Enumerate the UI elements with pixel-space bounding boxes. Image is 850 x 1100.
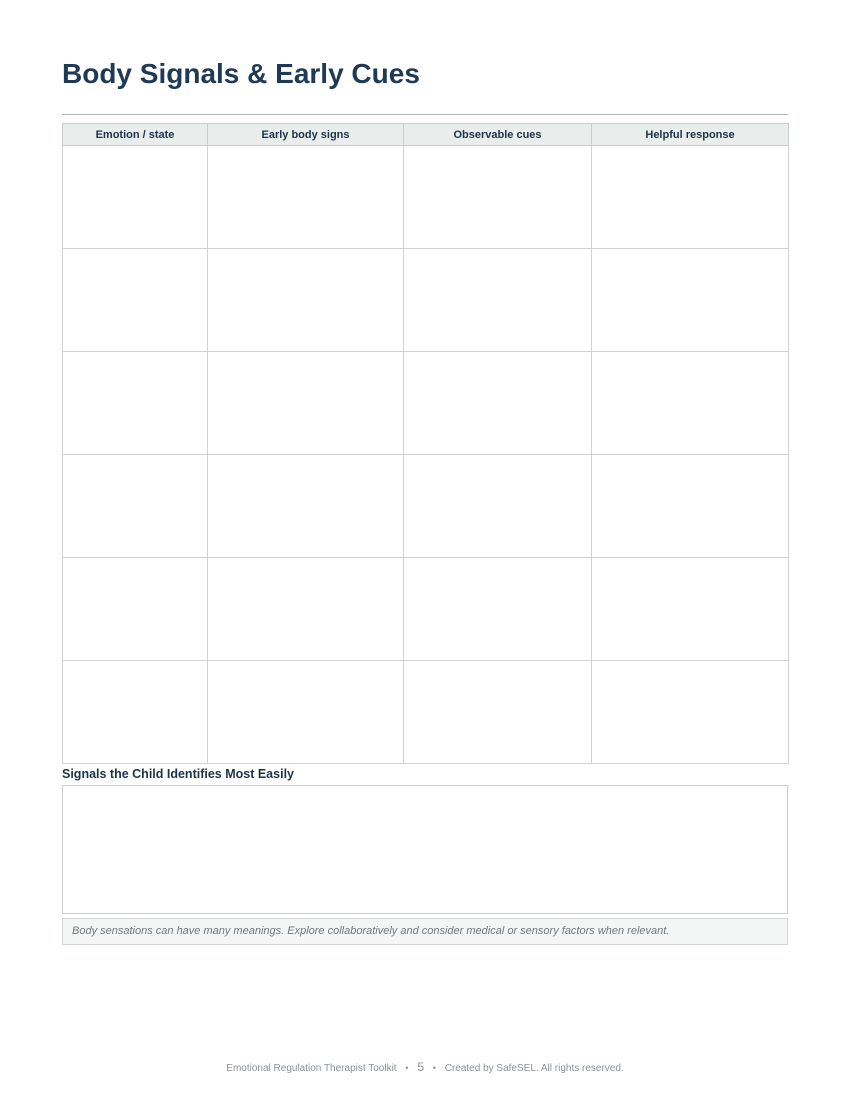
- column-header-emotion: Emotion / state: [63, 124, 208, 146]
- cell-observable-cues[interactable]: [404, 249, 592, 352]
- table-row: [63, 558, 789, 661]
- footer-separator: •: [432, 1063, 436, 1073]
- cell-helpful-response[interactable]: [592, 352, 789, 455]
- cell-emotion[interactable]: [63, 146, 208, 249]
- cell-early-body-signs[interactable]: [208, 558, 404, 661]
- table-row: [63, 661, 789, 764]
- title-divider: [62, 114, 788, 115]
- table-row: [63, 352, 789, 455]
- cell-helpful-response[interactable]: [592, 455, 789, 558]
- signals-notes-box[interactable]: [62, 785, 788, 914]
- column-header-observable-cues: Observable cues: [404, 124, 592, 146]
- cell-observable-cues[interactable]: [404, 352, 592, 455]
- disclaimer-box: [62, 918, 788, 945]
- column-header-helpful-response: Helpful response: [592, 124, 789, 146]
- table-header-row: [63, 124, 789, 146]
- footer-toolkit-name: Emotional Regulation Therapist Toolkit: [226, 1063, 397, 1074]
- cell-observable-cues[interactable]: [404, 146, 592, 249]
- signals-section-heading: Signals the Child Identifies Most Easily: [62, 767, 294, 781]
- cell-early-body-signs[interactable]: [208, 249, 404, 352]
- cell-helpful-response[interactable]: [592, 146, 789, 249]
- page-number: 5: [417, 1060, 424, 1074]
- cell-emotion[interactable]: [63, 352, 208, 455]
- cell-helpful-response[interactable]: [592, 558, 789, 661]
- body-signals-table: [62, 123, 789, 764]
- table-row: [63, 249, 789, 352]
- column-header-early-body-signs: Early body signs: [208, 124, 404, 146]
- cell-early-body-signs[interactable]: [208, 661, 404, 764]
- page-footer: [0, 1060, 850, 1074]
- table-row: [63, 146, 789, 249]
- cell-emotion[interactable]: [63, 558, 208, 661]
- cell-early-body-signs[interactable]: [208, 352, 404, 455]
- table-row: [63, 455, 789, 558]
- cell-early-body-signs[interactable]: [208, 455, 404, 558]
- cell-emotion[interactable]: [63, 249, 208, 352]
- cell-observable-cues[interactable]: [404, 661, 592, 764]
- cell-observable-cues[interactable]: [404, 455, 592, 558]
- cell-helpful-response[interactable]: [592, 249, 789, 352]
- disclaimer-text: Body sensations can have many meanings. Explore collaboratively and consider medical or sensory factors when relevant.: [72, 925, 670, 937]
- footer-copyright: Created by SafeSEL. All rights reserved.: [444, 1063, 624, 1074]
- cell-early-body-signs[interactable]: [208, 146, 404, 249]
- cell-helpful-response[interactable]: [592, 661, 789, 764]
- cell-emotion[interactable]: [63, 661, 208, 764]
- footer-separator: •: [405, 1063, 409, 1073]
- page-title: Body Signals & Early Cues: [62, 58, 420, 89]
- cell-emotion[interactable]: [63, 455, 208, 558]
- cell-observable-cues[interactable]: [404, 558, 592, 661]
